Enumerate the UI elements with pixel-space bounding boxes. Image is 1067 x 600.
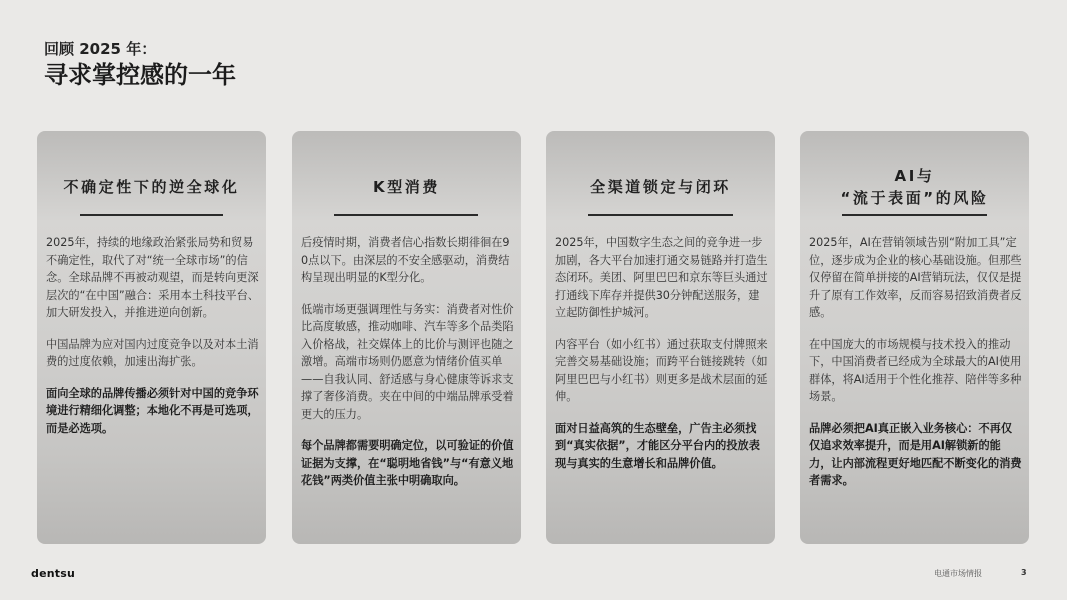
trend-cards <box>37 131 1029 544</box>
trend-card-ai-superficial-risk <box>800 131 1029 544</box>
card-paragraph: 内容平台（如小红书）通过获取支付牌照来完善交易基础设施；而跨平台链接跳转（如阿里巴巴与小红书）则更多是战术层面的延伸。 <box>555 337 768 403</box>
heading-divider <box>842 214 987 216</box>
footer-label: 电通市场情报 <box>934 569 982 578</box>
heading-divider <box>80 214 223 216</box>
card-heading-line: 不确定性下的逆全球化 <box>63 178 240 196</box>
card-heading-line: K型消费 <box>372 178 441 196</box>
card-body <box>46 234 259 451</box>
section-kicker: 回顾 2025 年： <box>44 40 157 58</box>
card-heading <box>300 176 513 226</box>
heading-divider <box>588 214 733 216</box>
card-paragraph: 低端市场更强调理性与务实：消费者对性价比高度敏感，推动咖啡、汽车等多个品类陷入价格战，社交媒体上的比价与测评也随之激增。高端市场则仍愿意为情绪价值买单——自我认同、舒适感与身心健康等诉求支撑了奢侈消费。夹在中间的中端品牌承受着更大的压力。 <box>301 302 514 421</box>
card-takeaway: 品牌必须把AI真正嵌入业务核心：不再仅仅追求效率提升，而是用AI解锁新的能力，让内部流程更好地匹配不断变化的消费者需求。 <box>809 421 1022 487</box>
card-takeaway: 面对日益高筑的生态壁垒，广告主必须找到“真实依据”，才能区分平台内的投放表现与真实的生意增长和品牌价值。 <box>555 421 760 470</box>
card-paragraph: 中国品牌为应对国内过度竞争以及对本土消费的过度依赖，加速出海扩张。 <box>46 337 259 368</box>
card-paragraph: 2025年，AI在营销领域告别“附加工具”定位，逐步成为企业的核心基础设施。但那些仅停留在简单拼接的AI营销玩法，仅仅是提升了原有工作效率，反而容易招致消费者反感。 <box>809 236 1022 319</box>
card-heading <box>808 165 1021 215</box>
heading-divider <box>334 214 478 216</box>
page-number: 3 <box>1021 568 1027 577</box>
card-body <box>555 234 768 486</box>
card-takeaway: 每个品牌都需要明确定位，以可验证的价值证据为支撑，在“聪明地省钱”与“有意义地花钱”两类价值主张中明确取向。 <box>301 439 514 487</box>
card-paragraph: 在中国庞大的市场规模与技术投入的推动下，中国消费者已经成为全球最大的AI使用群体，将AI适用于个性化推荐、陪伴等多种场景。 <box>809 337 1022 403</box>
card-heading <box>554 176 767 226</box>
card-heading-line: “流于表面”的风险 <box>840 189 989 207</box>
card-heading-line: 全渠道锁定与闭环 <box>590 178 731 196</box>
card-paragraph: 后疫情时期，消费者信心指数长期徘徊在90点以下。由深层的不安全感驱动，消费结构呈现出明显的K型分化。 <box>301 236 510 284</box>
card-heading-line: AI与 <box>894 167 935 185</box>
card-takeaway: 面向全球的品牌传播必须针对中国的竞争环境进行精细化调整；本地化不再是可选项，而是必选项。 <box>46 386 259 435</box>
trend-card-omnichannel-lock-in <box>546 131 775 544</box>
page-title: 寻求掌控感的一年 <box>44 61 236 89</box>
card-body <box>301 234 514 504</box>
card-heading <box>45 176 258 226</box>
trend-card-deglobalization <box>37 131 266 544</box>
card-paragraph: 2025年，中国数字生态之间的竞争进一步加剧，各大平台加速打通交易链路并打造生态闭环。美团、阿里巴巴和京东等巨头通过打通线下库存并提供30分钟配送服务，建立起防御性护城河。 <box>555 236 768 319</box>
trend-card-k-shaped-consumption <box>292 131 521 544</box>
card-body <box>809 234 1022 504</box>
brand-logo: dentsu <box>31 567 76 580</box>
card-paragraph: 2025年，持续的地缘政治紧张局势和贸易不确定性，取代了对“统一全球市场”的信念。全球品牌不再被动观望，而是转向更深层次的“在中国”融合：采用本土科技平台、加大研发投入，并推进逆向创新。 <box>46 236 259 319</box>
